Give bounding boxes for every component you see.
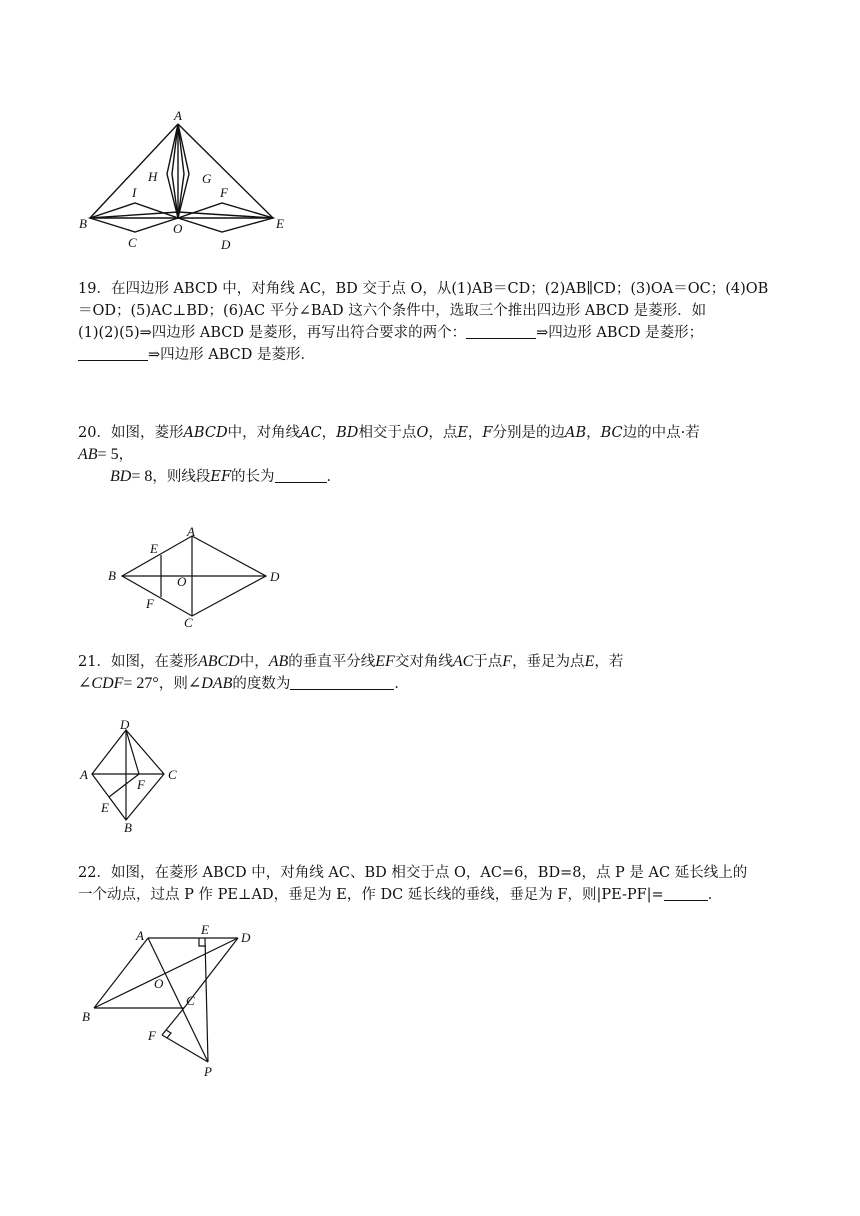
fig20-label-b: B	[108, 568, 116, 583]
fig21-label-a: A	[80, 767, 88, 782]
fig22-label-o: O	[154, 976, 164, 991]
q21-text: 的垂直平分线	[288, 654, 376, 670]
q21-var-f: F	[502, 653, 513, 670]
q22-text-2a: 一个动点，过点 P 作 PE⊥AD，垂足为 E，作 DC 延长线的垂线，垂足为 F，则|PE-PF|=	[78, 887, 664, 903]
fig22-label-e: E	[201, 922, 209, 937]
fig18-label-b: B	[79, 216, 87, 231]
fig20-label-a: A	[187, 524, 195, 539]
q21-text: 如图，在菱形	[110, 654, 198, 670]
q20-text: ，	[467, 425, 483, 441]
q20-var-bc: BC	[600, 425, 623, 441]
q20-eq-bd: BD	[110, 468, 132, 485]
q19-line-3	[78, 322, 784, 344]
q19-line-1	[78, 278, 784, 300]
q21-line-2	[78, 673, 784, 695]
fig20-label-f: F	[146, 596, 154, 611]
q20-text: ，	[586, 425, 601, 441]
q20-var-bd: BD	[336, 425, 359, 441]
q20-eq-ab-value: = 5	[97, 446, 119, 463]
q21-text: ，则	[158, 676, 188, 692]
figure-q20	[104, 524, 294, 630]
q20-line-3	[78, 466, 784, 488]
q19-text-1: 在四边形 ABCD 中，对角线 AC，BD 交于点 O，从(1)AB＝CD；(2)AB∥CD；(3)OA＝OC；(4)OB	[110, 281, 769, 297]
q20-text: 边的中点·若	[622, 425, 700, 441]
fig22-label-a: A	[136, 928, 144, 943]
q21-text: 的度数为	[232, 676, 291, 692]
q22-line-2	[78, 884, 784, 906]
q21-var-ef: EF	[375, 653, 395, 670]
q20-text: ，点	[428, 425, 458, 441]
q22-answer-blank[interactable]	[664, 885, 708, 901]
q20-text: 分别是的边	[492, 425, 565, 441]
q21-text: ．	[394, 676, 409, 692]
fig21-label-c: C	[168, 767, 177, 782]
q22-line-1	[78, 862, 784, 884]
q20-var-f: F	[482, 425, 493, 441]
fig18-label-c: C	[128, 235, 137, 250]
q21-answer-blank[interactable]	[290, 674, 394, 690]
question-19	[78, 278, 784, 366]
q21-text: 交对角线	[394, 654, 453, 670]
q19-line-2: ＝OD；(5)AC⊥BD；(6)AC 平分∠BAD 这六个条件中，选取三个推出四边形 ABCD 是菱形．如	[78, 303, 707, 319]
q21-line-1	[78, 651, 784, 673]
q20-var-o: O	[416, 425, 429, 441]
figure-q21	[76, 716, 186, 838]
question-20	[78, 422, 784, 488]
q21-var-e: E	[584, 653, 595, 670]
fig20-label-e: E	[150, 541, 158, 556]
q20-var-abcd: ABCD	[183, 425, 228, 441]
fig22-label-c: C	[186, 993, 195, 1008]
fig20-label-o: O	[177, 574, 187, 589]
q21-var-ab: AB	[268, 653, 289, 670]
fig22-label-p: P	[204, 1064, 212, 1079]
q22-number: 22．	[78, 865, 111, 881]
fig22-label-b: B	[82, 1009, 90, 1024]
q20-text: ．	[326, 469, 342, 485]
q20-var-ef: EF	[210, 469, 232, 485]
q22-text-2b: ．	[707, 887, 723, 903]
q20-var-ac: AC	[300, 425, 322, 441]
fig21-label-b: B	[124, 820, 132, 835]
q20-answer-blank[interactable]	[275, 467, 327, 483]
q19-answer-blank-1[interactable]	[466, 323, 536, 339]
fig18-label-f: F	[220, 185, 228, 200]
q20-text: 相交于点	[358, 425, 417, 441]
fig18-label-o: O	[173, 221, 183, 236]
figure-q18	[70, 108, 300, 258]
fig22-label-f: F	[148, 1028, 156, 1043]
q22-text-1: 如图，在菱形 ABCD 中，对角线 AC、BD 相交于点 O，AC=6，BD=8，点 P 是 AC 延长线上的	[110, 865, 748, 881]
q20-eq-bd-value: = 8	[131, 468, 153, 485]
fig22-label-d: D	[241, 930, 251, 945]
fig18-label-a: A	[174, 108, 182, 123]
q21-text: 中，	[239, 654, 269, 670]
q20-var-ab: AB	[564, 425, 587, 441]
q20-text: ，则线段	[152, 469, 211, 485]
q20-eq-ab: AB	[78, 446, 98, 463]
q21-text: ，垂足为点	[512, 654, 585, 670]
q20-text: ，	[118, 447, 134, 463]
q20-text: 的长为	[231, 469, 275, 485]
q20-text: 如图，菱形	[110, 425, 184, 441]
q21-angle-cdf: ∠CDF	[78, 675, 124, 692]
q20-var-e: E	[457, 425, 468, 441]
q19-answer-blank-2[interactable]	[78, 345, 148, 361]
q21-var-ac: AC	[452, 653, 474, 670]
figure-q22	[74, 922, 264, 1082]
q19-text-3b: ⇒四边形 ABCD 是菱形；	[536, 325, 704, 341]
q21-var-abcd: ABCD	[197, 653, 240, 670]
q21-angle-dab: ∠DAB	[187, 675, 233, 692]
q20-text: 中，对角线	[227, 425, 301, 441]
q20-line-2	[78, 444, 784, 466]
fig18-label-e: E	[276, 216, 284, 231]
fig18-label-g: G	[202, 171, 212, 186]
q21-text: 于点	[473, 654, 503, 670]
question-21	[78, 651, 784, 695]
fig18-label-h: H	[148, 169, 158, 184]
q21-number: 21．	[78, 654, 111, 670]
q19-text-4b: ⇒四边形 ABCD 是菱形．	[148, 347, 315, 363]
q20-line-1	[78, 422, 784, 444]
fig21-label-d: D	[120, 717, 130, 732]
q20-number: 20．	[78, 425, 111, 441]
q19-number: 19．	[78, 281, 111, 297]
fig20-label-d: D	[270, 569, 280, 584]
fig18-label-d: D	[221, 237, 231, 252]
q20-text: ，	[321, 425, 337, 441]
fig20-label-c: C	[184, 615, 193, 630]
fig21-label-e: E	[101, 800, 109, 815]
fig21-label-f: F	[137, 777, 145, 792]
question-22	[78, 862, 784, 906]
q19-text-3a: (1)(2)(5)⇒四边形 ABCD 是菱形，再写出符合要求的两个：	[78, 325, 467, 341]
q19-line-4	[78, 344, 784, 366]
q21-angle-cdf-value: = 27°	[123, 675, 159, 692]
fig18-label-i: I	[132, 185, 137, 200]
q21-text: ，若	[594, 654, 624, 670]
